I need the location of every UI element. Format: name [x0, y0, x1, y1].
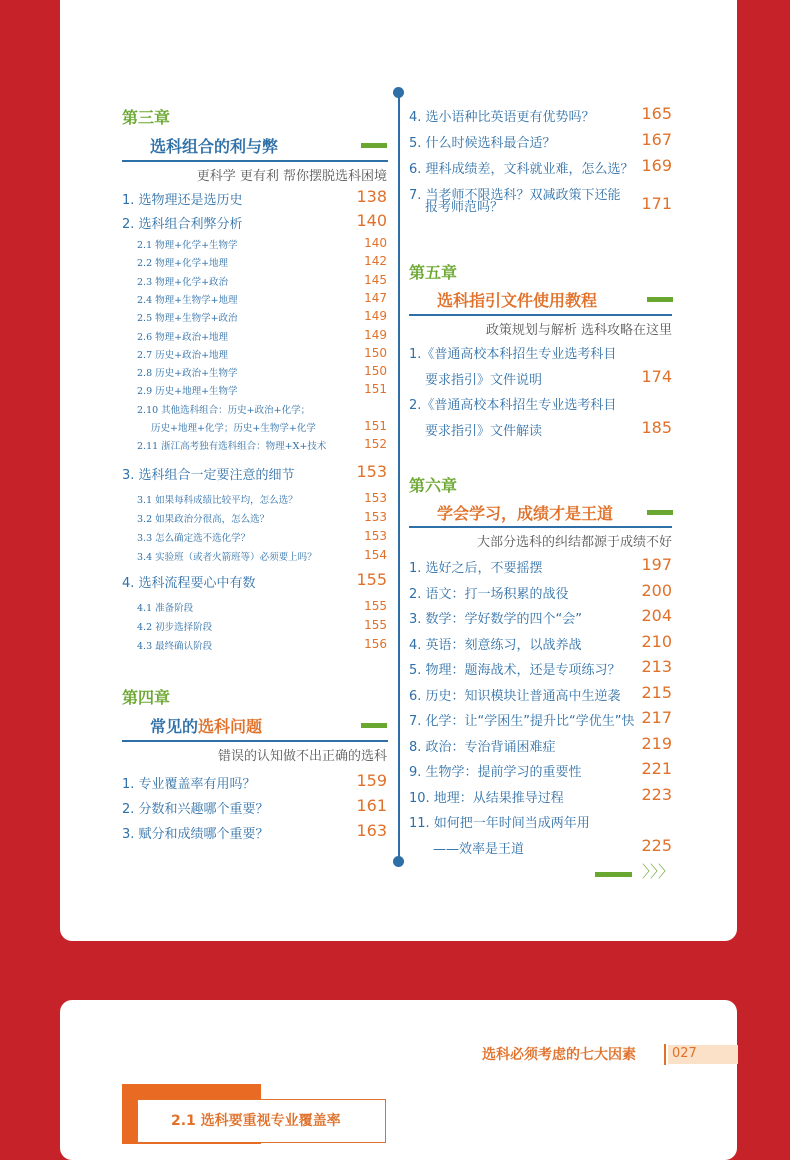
toc-entry-page: 169: [641, 156, 672, 175]
timeline-line: [398, 93, 400, 863]
toc-entry-title: 10. 地理：从结果推导过程: [409, 790, 564, 806]
toc-subentry-title: 4.1 准备阶段: [137, 603, 194, 614]
toc-subentry-title: 2.6 物理+政治+地理: [137, 331, 229, 343]
chapter3-label: 第三章: [122, 108, 171, 127]
toc-entry-page: 223: [641, 784, 672, 804]
toc-entry-title: 2. 分数和兴趣哪个重要？: [122, 802, 269, 817]
toc-entry-page: 167: [641, 130, 672, 149]
chapter6-title: 学会学习，成绩才是王道: [437, 504, 614, 523]
toc-entry-page: 217: [641, 708, 672, 727]
toc-subentry-title: 3.1 如果每科成绩比较平均，怎么选？: [137, 495, 298, 506]
toc-entry-page: 153: [356, 462, 387, 481]
toc-entry-page: 221: [641, 759, 672, 778]
toc-entry-title: 2. 语文：打一场积累的战役: [409, 586, 569, 602]
divider-rule: [409, 526, 672, 528]
chapter6-slogan: 大部分选科的纠结都源于成绩不好: [476, 535, 672, 550]
timeline-top-dot: [393, 87, 404, 98]
toc-entry-page: 171: [641, 194, 672, 213]
toc-entry-title: 1.《普通高校本科招生专业选考科目: [409, 347, 617, 362]
toc-subentry-page: 155: [364, 618, 387, 632]
toc-entry-title: 3. 赋分和成绩哪个重要？: [122, 827, 269, 842]
toc-subentry-title: 2.4 物理+生物学+地理: [137, 294, 238, 306]
toc-entry-title: 2.《普通高校本科招生专业选考科目: [409, 398, 617, 413]
chapter4-label: 第四章: [122, 688, 171, 707]
toc-subentry-page: 154: [364, 548, 387, 562]
toc-entry-page: 155: [356, 570, 387, 589]
toc-subentry-page: 153: [364, 529, 387, 543]
chapter3-slogan: 更科学 更有利 帮你摆脱选科困境: [196, 169, 387, 184]
toc-subentry-title: 2.7 历史+政治+地理: [137, 349, 229, 361]
toc-subentry-page: 151: [364, 382, 387, 397]
toc-subentry-title: 2.10 其他选科组合：历史+政治+化学；: [137, 404, 311, 416]
toc-entry-title: 1. 专业覆盖率有用吗？: [122, 777, 256, 792]
toc-entry-title: 1. 选物理还是选历史: [122, 193, 243, 208]
toc-entry-title: 8. 政治：专治背诵困难症: [409, 739, 556, 755]
toc-entry-title: 9. 生物学：提前学习的重要性: [409, 765, 582, 780]
toc-entry-page: 197: [641, 555, 672, 574]
chapter4-slogan: 错误的认知做不出正确的选科: [217, 749, 387, 764]
toc-page: [60, 0, 737, 941]
toc-entry-title: 2. 选科组合利弊分析: [122, 217, 243, 232]
toc-subentry-page: 150: [364, 364, 387, 379]
toc-entry-page: 163: [356, 821, 387, 840]
toc-subentry-page: 151: [364, 419, 387, 433]
green-bar: [595, 872, 632, 877]
toc-entry-title: 报考师范吗？: [425, 200, 504, 215]
toc-entry-page: 159: [356, 771, 387, 790]
toc-entry-page: 200: [641, 580, 672, 600]
toc-subentry-page: 156: [364, 637, 387, 651]
divider-rule: [122, 740, 388, 742]
toc-subentry-title: 历史+地理+化学；历史+生物学+化学: [151, 423, 316, 434]
chapter5-slogan: 政策规划与解析 选科攻略在这里: [485, 323, 672, 338]
toc-subentry-title: 2.8 历史+政治+生物学: [137, 368, 238, 380]
toc-subentry-page: 155: [364, 599, 387, 613]
toc-subentry-title: 3.4 实验班（或者火箭班等）必须要上吗？: [137, 552, 317, 563]
toc-entry-page: 213: [641, 657, 672, 676]
divider-rule: [122, 160, 388, 162]
toc-entry-title: 要求指引》文件说明: [425, 372, 543, 388]
green-bar: [361, 723, 387, 728]
toc-entry-title: 3. 选科组合一定要注意的细节: [122, 468, 295, 483]
more-arrows-icon: 〉〉〉: [642, 862, 675, 881]
toc-subentry-page: 150: [364, 345, 387, 360]
toc-entry-title: 4. 选科流程要心中有数: [122, 576, 256, 591]
toc-entry-page: 161: [356, 796, 387, 815]
toc-subentry-page: 149: [364, 327, 387, 342]
toc-entry-title: 要求指引》文件解读: [425, 423, 543, 439]
toc-subentry-page: 142: [364, 254, 387, 269]
green-bar: [361, 143, 387, 148]
toc-subentry-title: 2.5 物理+生物学+政治: [137, 313, 238, 325]
toc-subentry-page: 149: [364, 309, 387, 324]
toc-entry-title: 5. 物理：题海战术，还是专项练习？: [409, 663, 621, 678]
toc-entry-page: 165: [641, 104, 672, 123]
chapter6-label: 第六章: [409, 476, 458, 495]
toc-subentry-page: 140: [364, 236, 387, 250]
chapter5-label: 第五章: [409, 263, 458, 282]
toc-entry-title: 6. 历史：知识模块让普通高中生逆袭: [409, 688, 621, 704]
toc-entry-page: 210: [641, 631, 672, 651]
toc-subentry-title: 4.2 初步选择阶段: [137, 622, 213, 633]
toc-entry-page: 185: [641, 417, 672, 437]
toc-entry-page: 225: [641, 835, 672, 855]
chapter4-title: [150, 714, 262, 737]
toc-subentry-title: 2.9 历史+地理+生物学: [137, 386, 238, 398]
toc-subentry-page: 153: [364, 510, 387, 524]
chapter3-title: 选科组合的利与弊: [150, 137, 279, 156]
green-bar: [647, 297, 673, 302]
toc-subentry-page: 145: [364, 272, 387, 287]
timeline-bottom-dot: [393, 856, 404, 867]
chapter4-title-part1: 常见的: [150, 717, 199, 736]
toc-entry-title: 7. 化学：让“学困生”提升比“学优生”快: [409, 714, 635, 729]
toc-entry-title: 7. 当老师不限选科？双减政策下还能: [409, 188, 621, 203]
toc-subentry-title: 2.2 物理+化学+地理: [137, 258, 229, 270]
header-separator: [664, 1044, 666, 1065]
toc-entry-title: 3. 数学：学好数学的四个“会”: [409, 612, 583, 627]
toc-subentry-title: 4.3 最终确认阶段: [137, 641, 213, 652]
toc-subentry-page: 152: [364, 437, 387, 452]
toc-entry-title: 1. 选好之后，不要摇摆: [409, 561, 543, 576]
toc-subentry-title: 2.1 物理+化学+生物学: [137, 240, 238, 251]
toc-subentry-page: 153: [364, 491, 387, 505]
page-number: 027: [672, 1046, 697, 1061]
toc-subentry-title: 3.2 如果政治分很高，怎么选？: [137, 514, 270, 525]
content-page: [60, 1000, 737, 1160]
toc-entry-title: 4. 英语：刻意练习，以战养战: [409, 637, 582, 653]
toc-subentry-title: 2.3 物理+化学+政治: [137, 276, 229, 288]
toc-entry-page: 215: [641, 682, 672, 702]
divider-rule: [409, 314, 672, 316]
toc-subentry-title: 3.3 怎么确定选不选化学？: [137, 533, 251, 544]
toc-entry-title: 11. 如何把一年时间当成两年用: [409, 816, 590, 831]
running-header: 选科必须考虑的七大因素: [482, 1047, 636, 1063]
chapter5-title: 选科指引文件使用教程: [437, 291, 598, 310]
toc-entry-title: ——效率是王道: [433, 841, 525, 857]
toc-entry-page: 204: [641, 606, 672, 625]
green-bar: [647, 510, 673, 515]
toc-subentry-page: 147: [364, 290, 387, 305]
section-heading: 2.1 选科要重视专业覆盖率: [171, 1113, 341, 1129]
toc-entry-title: 4. 选小语种比英语更有优势吗？: [409, 110, 595, 125]
toc-entry-page: 140: [356, 211, 387, 230]
toc-entry-title: 6. 理科成绩差，文科就业难，怎么选？: [409, 162, 634, 177]
chapter4-title-part2: 选科问题: [198, 717, 263, 736]
toc-entry-title: 5. 什么时候选科最合适？: [409, 136, 556, 151]
toc-entry-page: 138: [356, 187, 387, 206]
toc-entry-page: 219: [641, 733, 672, 753]
toc-subentry-title: 2.11 浙江高考独有选科组合：物理+X+技术: [137, 441, 327, 453]
toc-entry-page: 174: [641, 366, 672, 386]
